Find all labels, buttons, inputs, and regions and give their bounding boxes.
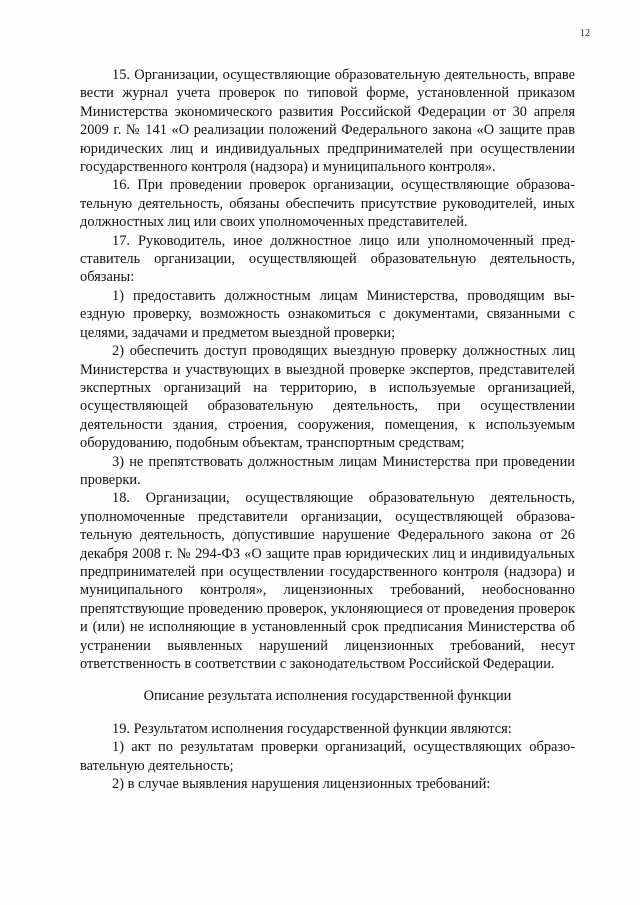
paragraph-17-item-3: 3) не препятствовать должностным лицам Министерства при проведении проверки.	[80, 453, 575, 488]
paragraph-17-item-2: 2) обеспечить доступ проводящих выездную проверку должностных лиц Министерства и участвующих в выездной проверке экспертов, представителей экспертных организаций на территорию, в используемые организацией, осуществляющей образовательную деятельность, при осуществлении деятельности здания, строения, сооружения, помещения, к используемым оборудованию, подобным объектам, транспортным средствам;	[80, 343, 575, 452]
paragraph-19-item-1: 1) акт по результатам проверки организаций, осуществляющих образовательную деятельность;	[80, 739, 575, 774]
paragraph-15: 15. Организации, осуществляющие образовательную деятельность, вправе вести журнал учета проверок по типовой форме, установленной приказом Министерства экономического развития Российской Федерации от 30 апреля 2009 г. № 141 «О реализации положений Федерального закона «О защите прав юридических лиц и индивидуальных предпринимателей при осуществлении государственного контроля (надзора) и муниципального контроля».	[80, 67, 575, 176]
paragraph-18: 18. Организации, осуществляющие образовательную деятельность, уполномоченные представители организации, осуществляющей образовательную деятельность, допустившие нарушение Федерального закона от 26 декабря 2008 г. № 294-ФЗ «О защите прав юридических лиц и индивидуальных предпринимателей при осуществлении государственного контроля (надзора) и муниципального контроля», лицензионных требований, необоснованно препятствующие проведению проверок, уклоняющиеся от проведения проверок и (или) не исполняющие в установленный срок предписания Министерства об устранении выявленных нарушений лицензионных требований, несут ответственность в соответствии с законодательством Российской Федерации.	[80, 490, 575, 672]
paragraph-17: 17. Руководитель, иное должностное лицо или уполномоченный представитель организации, осуществляющей образовательную деятельность, обязаны:	[80, 232, 575, 286]
paragraph-19-item-2: 2) в случае выявления нарушения лицензионных требований:	[112, 776, 491, 793]
paragraph-17-item-1: 1) предоставить должностным лицам Министерства, проводящим выездную проверку, возможность ознакомиться с документами, связанными с целями, задачами и предметом выездной проверки;	[80, 287, 575, 341]
paragraph-19: 19. Результатом исполнения государственной функции являются:	[112, 720, 512, 737]
page-number: 12	[580, 28, 590, 39]
paragraph-16: 16. При проведении проверок организации, осуществляющие образовательную деятельность, обязаны обеспечить присутствие руководителей, иных должностных лиц или своих уполномоченных представителей.	[80, 177, 575, 231]
section-heading: Описание результата исполнения государственной функции	[143, 688, 512, 705]
document-body	[80, 66, 575, 793]
